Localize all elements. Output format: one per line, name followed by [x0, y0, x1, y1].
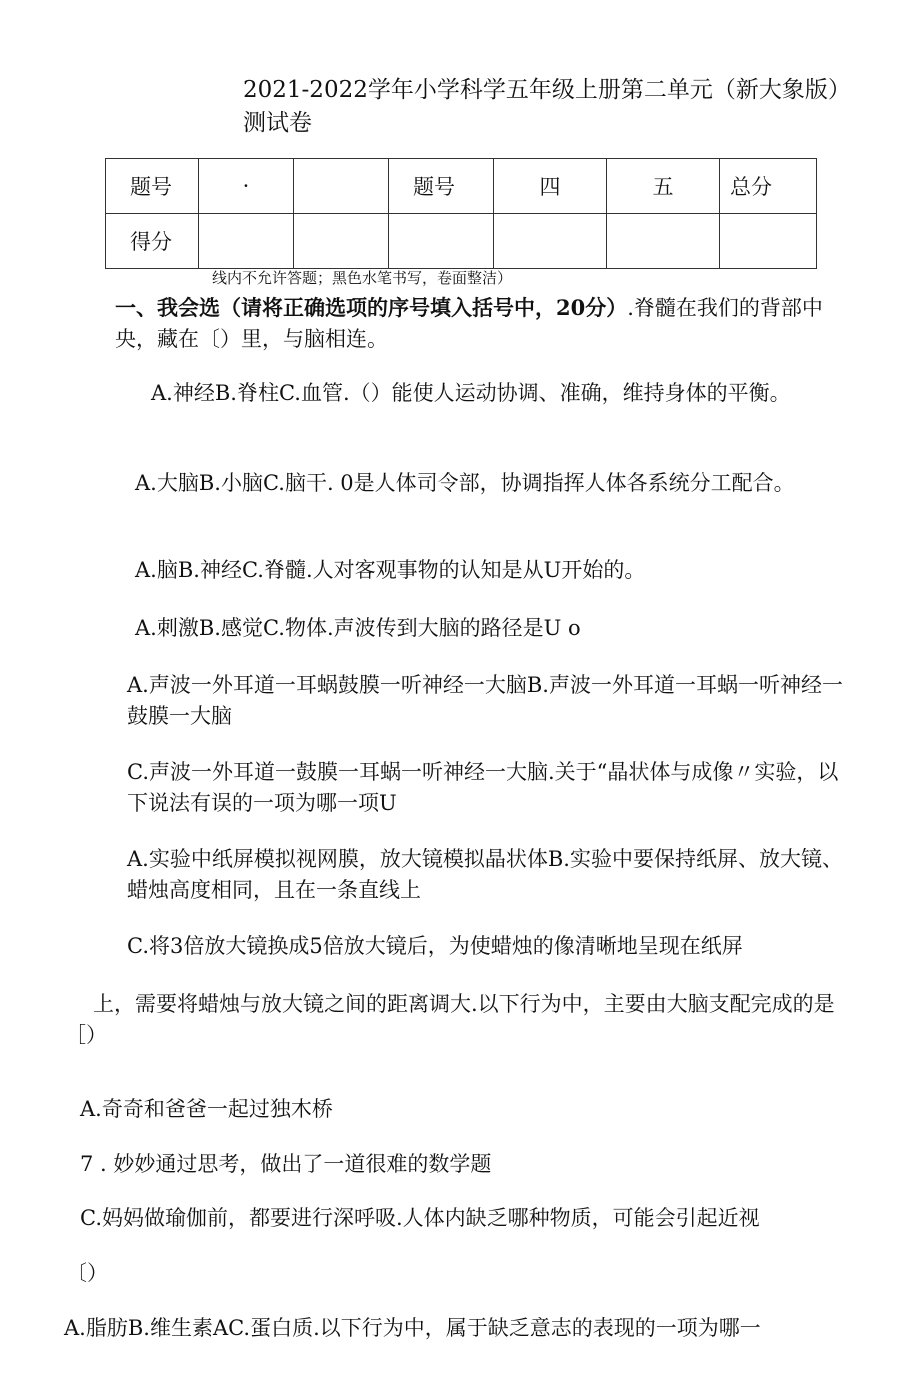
- instruction-note: 线内不允许答题；黑色水笔书写，卷面整洁）: [212, 269, 513, 287]
- question-paragraph: A.刺激B.感觉C.物体.声波传到大脑的路径是U o: [135, 616, 581, 640]
- question-paragraph: 7 . 妙妙通过思考，做出了一道很难的数学题: [80, 1152, 492, 1176]
- table-cell: 得分: [106, 214, 199, 269]
- question-paragraph: A.声波一外耳道一耳蜗鼓膜一听神经一大脑B.声波一外耳道一耳蜗一听神经一鼓膜一大脑: [127, 673, 843, 728]
- question-paragraph: A.奇奇和爸爸一起过独木桥: [80, 1097, 333, 1121]
- table-cell: 四: [494, 159, 607, 214]
- section-heading: 一、我会选（请将正确选项的序号填入括号中，20分）: [115, 295, 628, 320]
- question-paragraph: A.神经B.脊柱C.血管.（）能使人运动协调、准确，维持身体的平衡。: [151, 381, 791, 405]
- table-cell: ·: [199, 159, 294, 214]
- table-cell: [720, 214, 817, 269]
- answer-blank: 〔）: [66, 1261, 108, 1285]
- section-1-intro: [115, 292, 857, 355]
- score-table: [105, 158, 817, 269]
- question-paragraph: C.妈妈做瑜伽前，都要进行深呼吸.人体内缺乏哪种物质，可能会引起近视: [80, 1206, 760, 1230]
- table-cell: 五: [607, 159, 720, 214]
- question-paragraph: C.声波一外耳道一鼓膜一耳蜗一听神经一大脑.关于“晶状体与成像〃实验，以下说法有误的一项为哪一项U: [127, 760, 839, 815]
- table-cell: [389, 214, 494, 269]
- table-cell: 总分: [720, 159, 817, 214]
- table-row: [106, 214, 817, 269]
- table-cell: [294, 159, 389, 214]
- question-text: .脊髓在我们的背部中央，藏在〔）里，与脑相连。: [115, 296, 823, 351]
- question-paragraph: A.实验中纸屏模拟视网膜，放大镜模拟晶状体B.实验中要保持纸屏、放大镜、蜡烛高度相同，且在一条直线上: [127, 847, 843, 902]
- question-paragraph: C.将3倍放大镜换成5倍放大镜后，为使蜡烛的像清晰地呈现在纸屏: [127, 934, 743, 958]
- table-cell: 题号: [106, 159, 199, 214]
- page-title: 2021-2022学年小学科学五年级上册第二单元（新大象版）测试卷: [243, 77, 851, 136]
- table-cell: [494, 214, 607, 269]
- question-paragraph: A.脑B.神经C.脊髓.人对客观事物的认知是从U开始的。: [135, 558, 646, 582]
- table-cell: [607, 214, 720, 269]
- table-cell: [294, 214, 389, 269]
- question-paragraph: A.大脑B.小脑C.脑干. 0是人体司令部，协调指挥人体各系统分工配合。: [135, 471, 795, 495]
- table-row: [106, 159, 817, 214]
- question-paragraph: 上，需要将蜡烛与放大镜之间的距离调大.以下行为中，主要由大脑支配完成的是［）: [65, 992, 835, 1047]
- table-cell: 题号: [389, 159, 494, 214]
- table-cell: [199, 214, 294, 269]
- question-paragraph: A.脂肪B.维生素AC.蛋白质.以下行为中，属于缺乏意志的表现的一项为哪一: [64, 1316, 761, 1340]
